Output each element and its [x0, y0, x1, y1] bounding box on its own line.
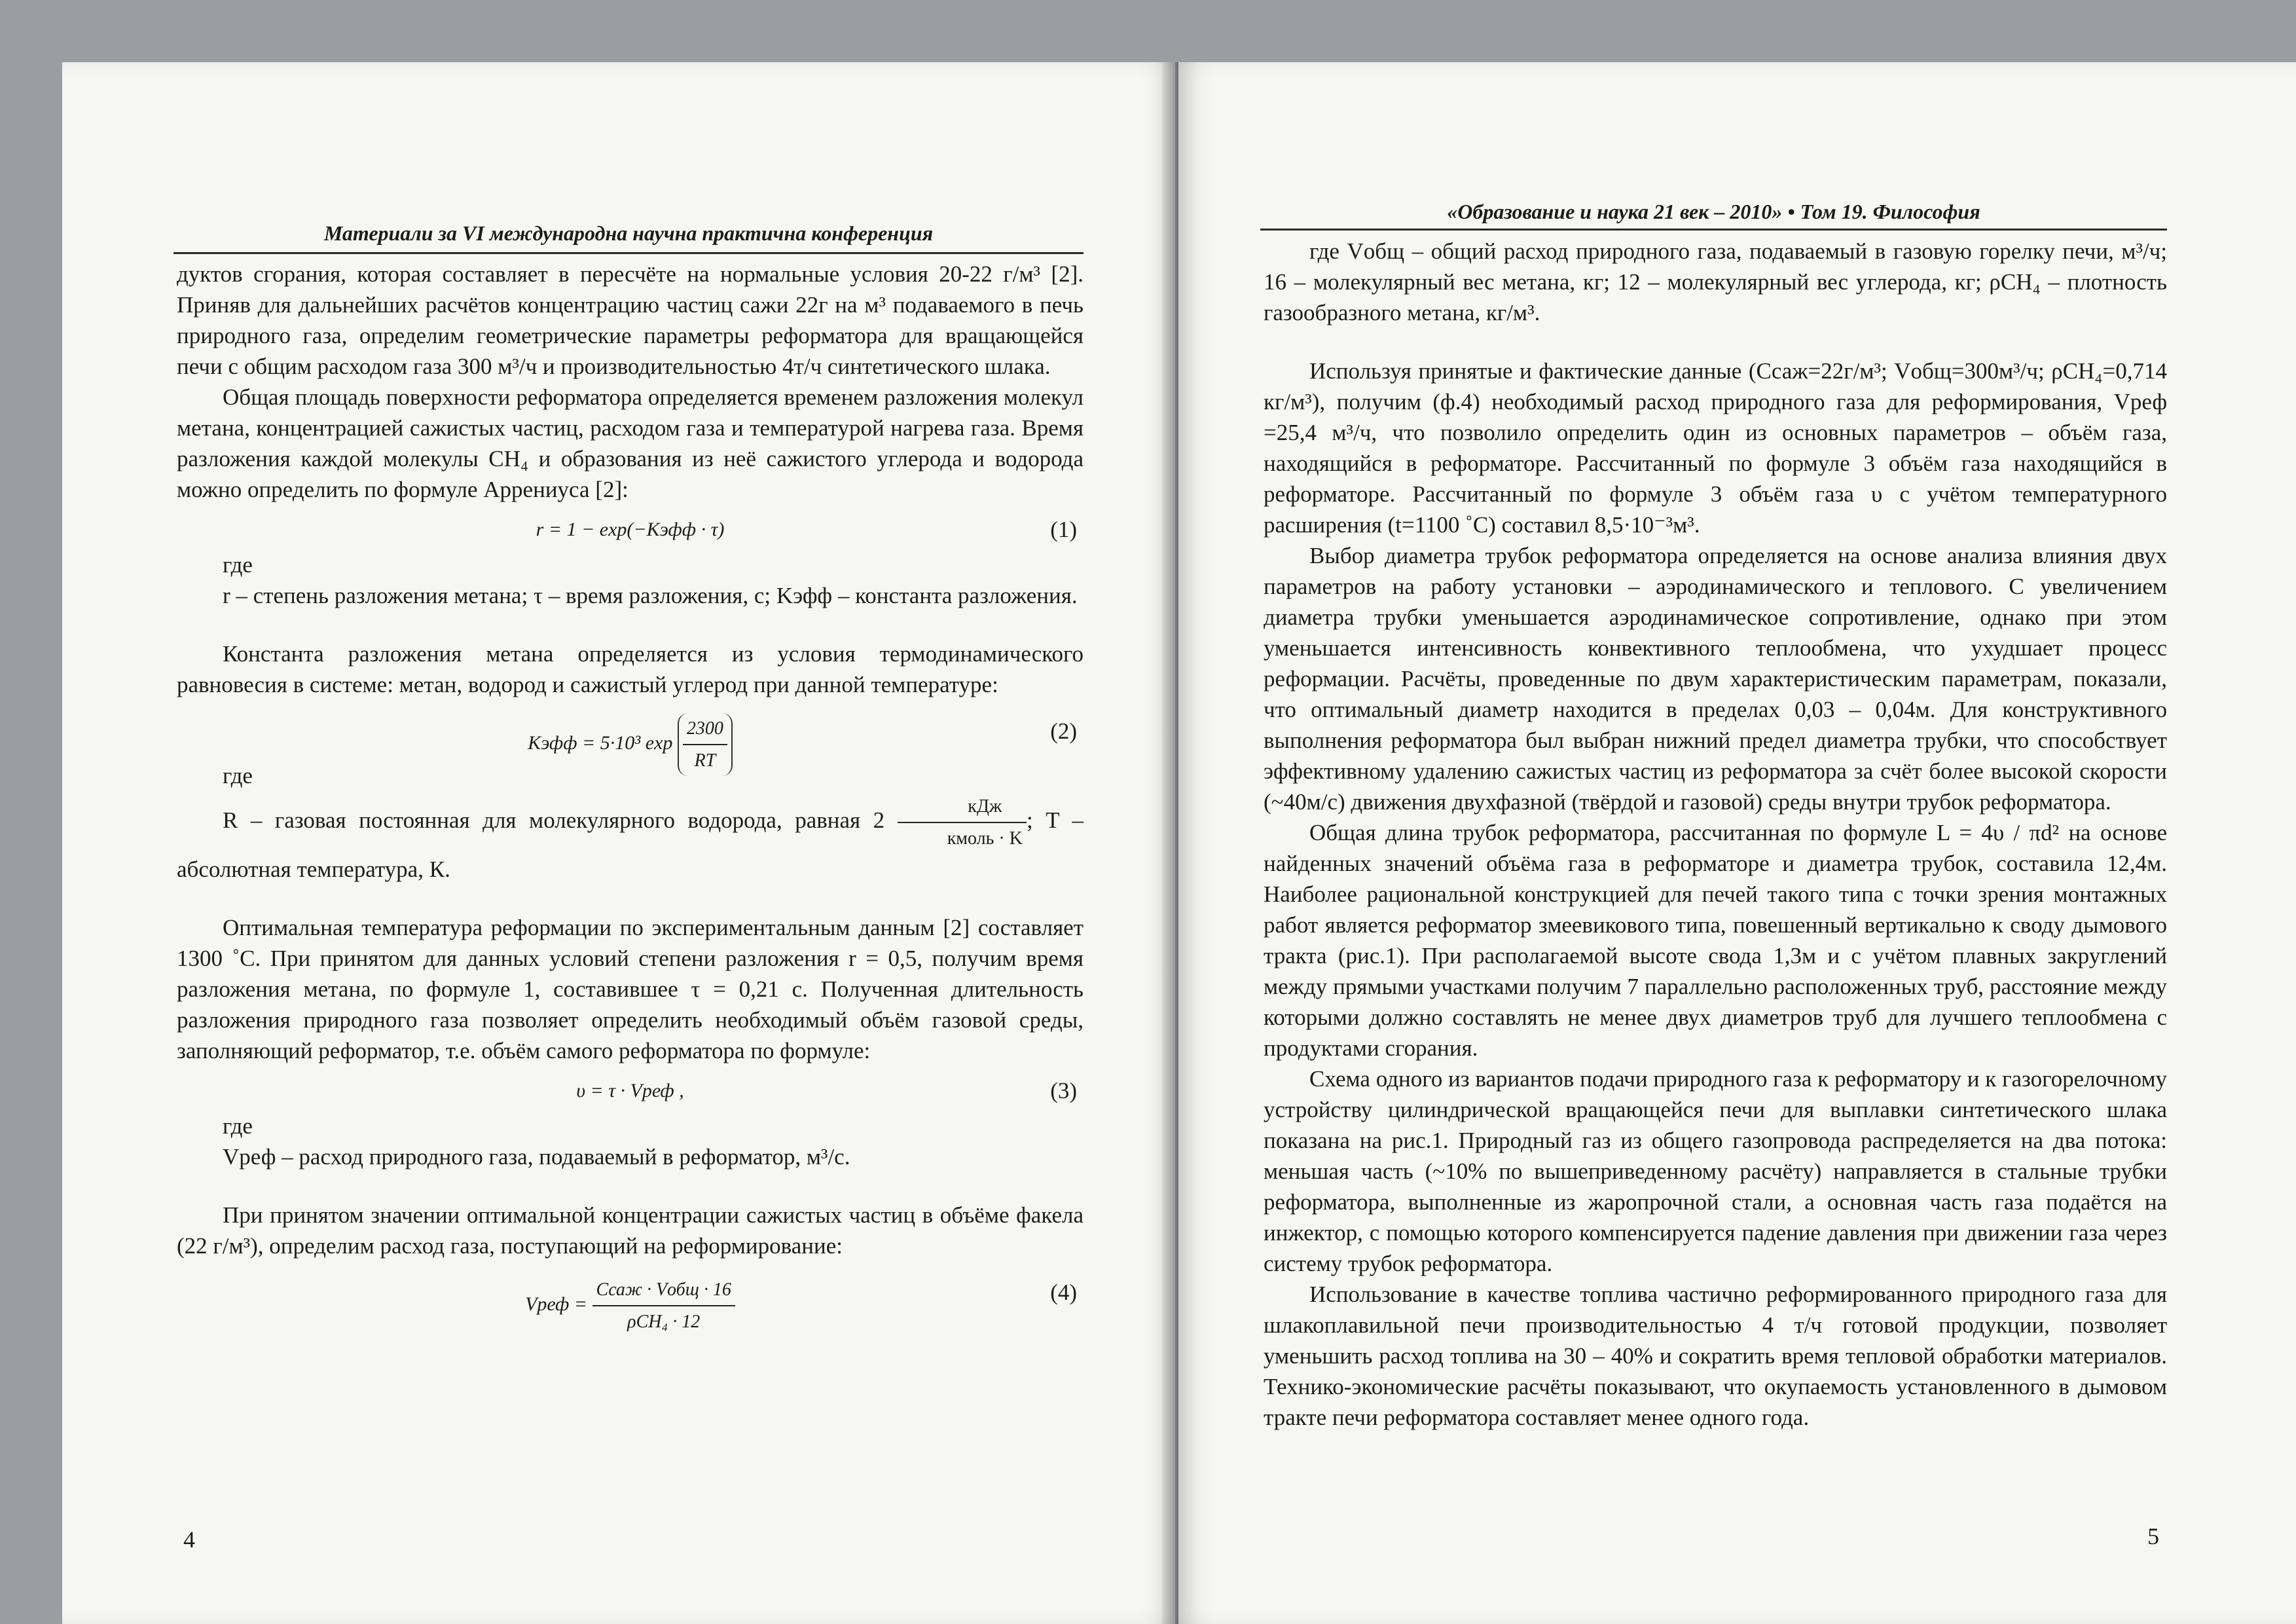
formula-4-expression: Vреф = $\frac{\text{Cсаж · Vобщ · 16}}{\text{ρCH₄ · 12}}$: [177, 1274, 1084, 1337]
left-paragraph-4: Оптимальная температура реформации по экспериментальным данным [2] составляет 1300 ˚С. При принятом для данных условий степени разложения r = 0,5, получим время разложения метана, по формуле 1, составившее τ = 0,21 с. Полученная длительность разложения природного газа позволяет определить необходимый объём газовой среды, заполняющий реформатор, т.е. объём самого реформатора по формуле:: [177, 915, 1084, 1063]
left-paragraph-3: Константа разложения метана определяется из условия термодинамического равновесия в системе: метан, водород и сажистый углерод при данной температуре:: [177, 641, 1084, 697]
left-page: [62, 62, 1175, 1624]
formula-4-number: (4): [1050, 1280, 1077, 1305]
left-paragraph-5: При принятом значении оптимальной концентрации сажистых частиц в объёме факела (22 г/м³), определим расход газа, поступающий на реформирование:: [177, 1202, 1084, 1259]
where-2: где: [223, 763, 253, 788]
where-1: где: [223, 552, 253, 578]
formula-1-number: (1): [1050, 517, 1077, 542]
right-paragraph-3: Выбор диаметра трубок реформатора определяется на основе анализа влияния двух параметров на работу установки – аэродинамического и теплового. С увеличением диаметра трубки уменьшается аэродинамическое сопротивление, однако при этом уменьшается интенсивность конвективного теплообмена, что ухудшает процесс реформации. Расчёты, проведенные по двум характеристическим параметрам, показали, что оптимальный диаметр находится в пределах 0,03 – 0,04м. Для конструктивного выполнения реформатора был выбран нижний предел диаметра трубки, что способствует эффективному удалению сажистых частиц из реформатора за счёт более высокой скорости (~40м/с) движения двухфазной (твёрдой и газовой) среды внутри трубок реформатора.: [1264, 543, 2167, 815]
definition-2: R – газовая постоянная для молекулярного водорода, равная 2 $\frac{\text{кДж}}{\text{кмоль · K}}$ ; T – абсолютная температура, К.: [177, 791, 1084, 885]
right-header-rule: [1260, 229, 2167, 231]
right-paragraph-4: Общая длина трубок реформатора, рассчитанная по формуле L = 4υ / πd² на основе найденных значений объёма газа в реформаторе и диаметра трубок, составила 12,4м. Наиболее рациональной конструкцией для печей такого типа с точки зрения монтажных работ является реформатор змеевикового типа, повешенный вертикально к своду дымового тракта (рис.1). При располагаемой высоте свода 1,3м и с учётом плавных закруглений между прямыми участками получим 7 параллельно расположенных труб, расстояние между которыми должно составлять не менее двух диаметров труб для лучшего теплообмена с продуктами сгорания.: [1264, 820, 2167, 1061]
where-3: где: [223, 1113, 253, 1139]
left-paragraph-2: Общая площадь поверхности реформатора определяется временем разложения молекул метана, концентрацией сажистых частиц, расходом газа и температурой нагрева газа. Время разложения каждой молекулы СН₄ и образования из неё сажистого углерода и водорода можно определить по формуле Аррениуса [2]:: [177, 384, 1084, 502]
right-paragraph-6: Использование в качестве топлива частично реформированного природного газа для шлакоплавильной печи производительностью 4 т/ч готовой продукции, позволяет уменьшить расход топлива на 30 – 40% и сократить время тепловой обработки материалов. Технико-экономические расчёты показывают, что окупаемость установленного в дымовом тракте печи реформатора составляет менее одного года.: [1264, 1282, 2167, 1430]
formula-2-number: (2): [1050, 718, 1077, 744]
left-page-number: 4: [183, 1526, 195, 1553]
formula-4: [177, 1261, 1084, 1332]
formula-2: [177, 700, 1084, 771]
right-page-number: 5: [2147, 1523, 2159, 1549]
left-header-rule: [173, 252, 1084, 254]
left-page-header: Материали за VI международна научна практична конференция: [323, 221, 934, 245]
right-page-body: [1264, 236, 2167, 1433]
definition-1: r – степень разложения метана; τ – время разложения, с; Kэфф – константа разложения.: [223, 583, 1078, 608]
formula-3: [177, 1066, 1084, 1111]
right-page: [1178, 62, 2296, 1624]
formula-1: [177, 505, 1084, 549]
formula-1-expression: r = 1 − exp(−Kэфф · τ): [536, 519, 725, 540]
formula-3-expression: υ = τ · Vреф ,: [576, 1080, 684, 1101]
gas-constant-unit: $\frac{\text{кДж}}{\text{кмоль · K}}$: [898, 791, 1027, 854]
left-paragraph-1: дуктов сгорания, которая составляет в пересчёте на нормальные условия 20-22 г/м³ [2]. Приняв для дальнейших расчётов концентрацию частиц сажи 22г на м³ подаваемого в печь природного газа, определим геометрические параметры реформатора для вращающейся печи с общим расходом газа 300 м³/ч и производительностью 4т/ч синтетического шлака.: [177, 261, 1084, 379]
definition-3: Vреф – расход природного газа, подаваемый в реформатор, м³/с.: [223, 1144, 850, 1170]
right-paragraph-1: где Vобщ – общий расход природного газа, подаваемый в газовую горелку печи, м³/ч; 16 – молекулярный вес метана, кг; 12 – молекулярный вес углерода, кг; ρCH₄ – плотность газообразного метана, кг/м³.: [1264, 238, 2167, 325]
formula-2-expression: Kэфф = 5·10³ exp $\frac{2300}{RT}$: [177, 713, 1084, 776]
formula-3-number: (3): [1050, 1078, 1077, 1103]
right-page-header: «Образование и наука 21 век – 2010» • Том 19. Философия: [1447, 200, 1980, 223]
right-paragraph-2: Используя принятые и фактические данные (Cсаж=22г/м³; Vобщ=300м³/ч; ρCH₄=0,714 кг/м³), получим (ф.4) необходимый расход природного газа для реформирования, Vреф =25,4 м³/ч, что позволило определить один из основных параметров – объём газа, находящийся в реформаторе. Рассчитанный по формуле 3 объём газа находящийся в реформаторе. Рассчитанный по формуле 3 объём газа υ с учётом температурного расширения (t=1100 ˚С) составил 8,5·10⁻³м³.: [1264, 358, 2167, 538]
right-paragraph-5: Схема одного из вариантов подачи природного газа к реформатору и к газогорелочному устройству цилиндрической вращающейся печи для выплавки синтетического шлака показана на рис.1. Природный газ из общего газопровода распределяется на два потока: меньшая часть (~10% по вышеприведенному расчёту) направляется в стальные трубки реформатора, выполненные из жаропрочной стали, а основная часть газа подаётся на инжектор, с помощью которого компенсируется падение давления при движении газа через систему трубок реформатора.: [1264, 1066, 2167, 1276]
left-page-body: [177, 259, 1084, 1332]
